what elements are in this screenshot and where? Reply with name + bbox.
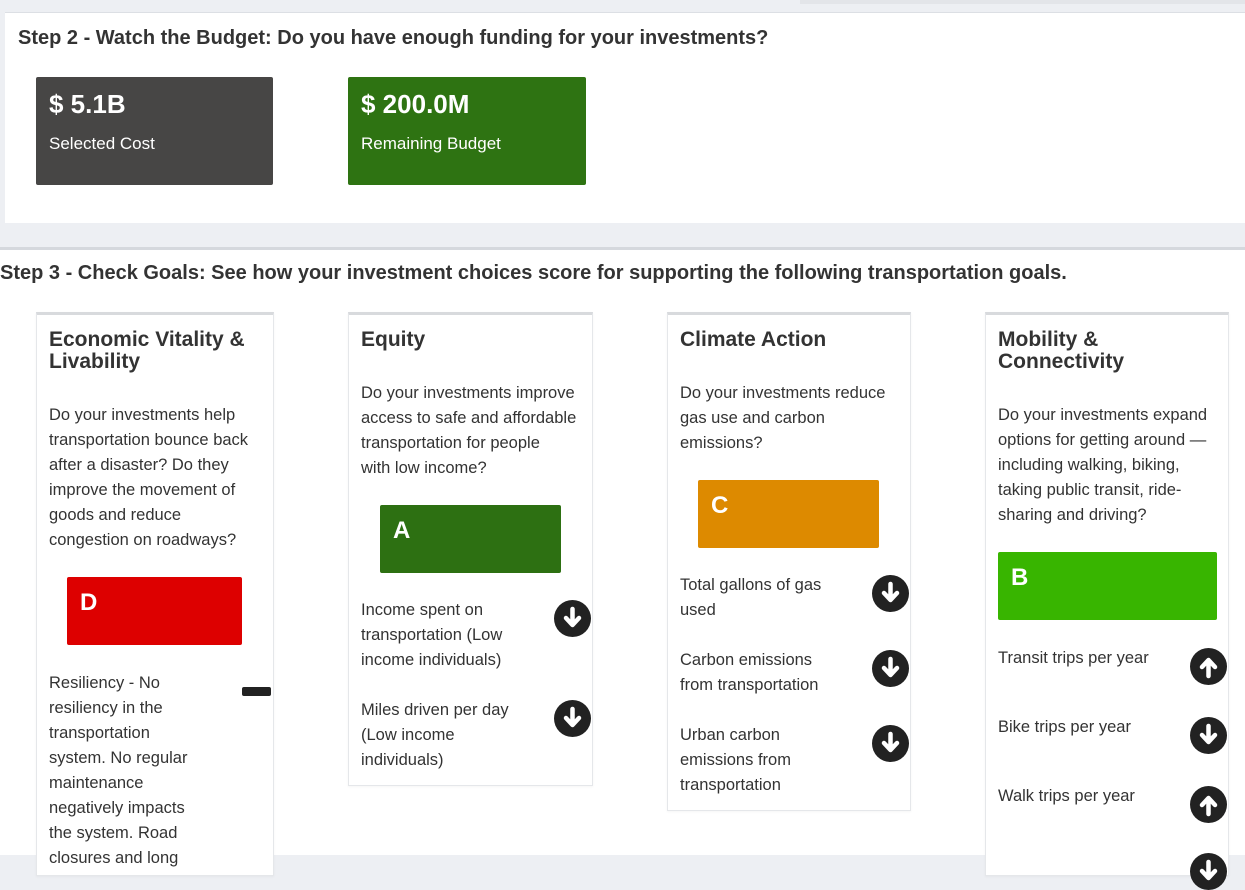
question-line: gas use and carbon bbox=[680, 409, 825, 427]
question-line: after a disaster? Do they bbox=[49, 456, 229, 474]
card-title-line: Economic Vitality & bbox=[49, 328, 245, 351]
card-title: Equity bbox=[361, 328, 426, 351]
remaining-budget-label: Remaining Budget bbox=[361, 134, 501, 153]
step2-title: Step 2 - Watch the Budget: Do you have enough funding for your investments? bbox=[18, 27, 769, 49]
metric-line: transportation bbox=[49, 724, 150, 742]
grade-badge bbox=[998, 552, 1217, 620]
metric-income-spent bbox=[361, 598, 502, 673]
grade-badge bbox=[67, 577, 242, 645]
question-line: congestion on roadways? bbox=[49, 531, 237, 549]
question-line: sharing and driving? bbox=[998, 506, 1147, 524]
question-line: access to safe and affordable bbox=[361, 409, 577, 427]
question-line: including walking, biking, bbox=[998, 456, 1180, 474]
metric-line: transportation bbox=[680, 776, 781, 794]
grade-letter: B bbox=[1011, 564, 1029, 591]
question-line: Do your investments reduce bbox=[680, 384, 886, 402]
metric-line: Income spent on bbox=[361, 601, 483, 619]
metric-line: negatively impacts bbox=[49, 799, 185, 817]
question-line: improve the movement of bbox=[49, 481, 236, 499]
metric-miles-driven bbox=[361, 698, 509, 773]
grade-badge bbox=[380, 505, 561, 573]
metric-line: from transportation bbox=[680, 676, 819, 694]
metric-line: resiliency in the bbox=[49, 699, 163, 717]
grade-badge bbox=[698, 480, 879, 548]
selected-cost-box bbox=[36, 77, 273, 185]
arrow-down-icon bbox=[1190, 717, 1227, 754]
goal-card-equity bbox=[348, 312, 593, 786]
question-line: options for getting around — bbox=[998, 431, 1207, 449]
metric-urban-carbon bbox=[680, 723, 791, 798]
metric-gallons-gas bbox=[680, 573, 821, 623]
metric-line: individuals) bbox=[361, 751, 444, 769]
metric-line: the system. Road bbox=[49, 824, 178, 842]
metric-line: Urban carbon bbox=[680, 726, 780, 744]
selected-cost-value: $ 5.1B bbox=[49, 89, 126, 119]
top-strip bbox=[800, 0, 1245, 4]
metric-line: closures and long bbox=[49, 849, 179, 867]
metric-line: transportation (Low bbox=[361, 626, 503, 644]
question-line: Do your investments expand bbox=[998, 406, 1208, 424]
remaining-budget-box bbox=[348, 77, 586, 185]
question-line: Do your investments improve bbox=[361, 384, 575, 402]
card-question bbox=[361, 381, 576, 481]
question-line: transportation bounce back bbox=[49, 431, 249, 449]
card-title-line: Livability bbox=[49, 350, 141, 373]
goal-card-economic-vitality bbox=[36, 312, 274, 876]
arrow-down-icon bbox=[872, 725, 909, 762]
metric-line: Carbon emissions bbox=[680, 651, 813, 669]
arrow-down-icon bbox=[554, 600, 591, 637]
card-title: Climate Action bbox=[680, 328, 827, 351]
metric-line: Total gallons of gas bbox=[680, 576, 822, 594]
arrow-down-icon bbox=[872, 650, 909, 687]
metric-line: Walk trips per year bbox=[998, 787, 1135, 805]
card-question bbox=[49, 403, 248, 553]
metric-bike-trips bbox=[998, 715, 1131, 740]
dash-icon bbox=[242, 687, 271, 696]
card-title bbox=[49, 329, 245, 373]
question-line: goods and reduce bbox=[49, 506, 182, 524]
metric-line: (Low income bbox=[361, 726, 455, 744]
goal-card-mobility-connectivity bbox=[985, 312, 1229, 876]
metric-transit-trips bbox=[998, 646, 1149, 671]
metric-line: maintenance bbox=[49, 774, 144, 792]
metric-line: Miles driven per day bbox=[361, 701, 509, 719]
metric-line: system. No regular bbox=[49, 749, 188, 767]
metric-carbon-emissions bbox=[680, 648, 818, 698]
metric-line: used bbox=[680, 601, 716, 619]
metric-line: income individuals) bbox=[361, 651, 502, 669]
metric-line: Bike trips per year bbox=[998, 718, 1131, 736]
metric-resiliency bbox=[49, 671, 187, 871]
arrow-down-icon bbox=[554, 700, 591, 737]
grade-letter: C bbox=[711, 492, 729, 519]
question-line: taking public transit, ride- bbox=[998, 481, 1182, 499]
budget-panel bbox=[5, 12, 1245, 223]
selected-cost-label: Selected Cost bbox=[49, 134, 155, 153]
grade-letter: D bbox=[80, 589, 98, 616]
arrow-down-icon bbox=[872, 575, 909, 612]
metric-walk-trips bbox=[998, 784, 1135, 809]
arrow-up-icon bbox=[1190, 786, 1227, 823]
grade-letter: A bbox=[393, 517, 411, 544]
question-line: transportation for people bbox=[361, 434, 540, 452]
metric-line: Transit trips per year bbox=[998, 649, 1149, 667]
card-title bbox=[998, 329, 1124, 373]
step3-title: Step 3 - Check Goals: See how your investment choices score for supporting the following transportation goals. bbox=[0, 262, 1067, 284]
arrow-up-icon bbox=[1190, 648, 1227, 685]
remaining-budget-value: $ 200.0M bbox=[361, 89, 470, 119]
card-title-line: Mobility & bbox=[998, 328, 1099, 351]
card-title-line: Connectivity bbox=[998, 350, 1125, 373]
metric-line: Resiliency - No bbox=[49, 674, 160, 692]
goal-card-climate-action bbox=[667, 312, 911, 811]
question-line: emissions? bbox=[680, 434, 763, 452]
card-question bbox=[998, 403, 1207, 528]
metric-line: emissions from bbox=[680, 751, 791, 769]
card-question bbox=[680, 381, 885, 456]
question-line: with low income? bbox=[361, 459, 487, 477]
question-line: Do your investments help bbox=[49, 406, 236, 424]
arrow-down-icon bbox=[1190, 853, 1227, 890]
goals-panel bbox=[0, 250, 1245, 867]
